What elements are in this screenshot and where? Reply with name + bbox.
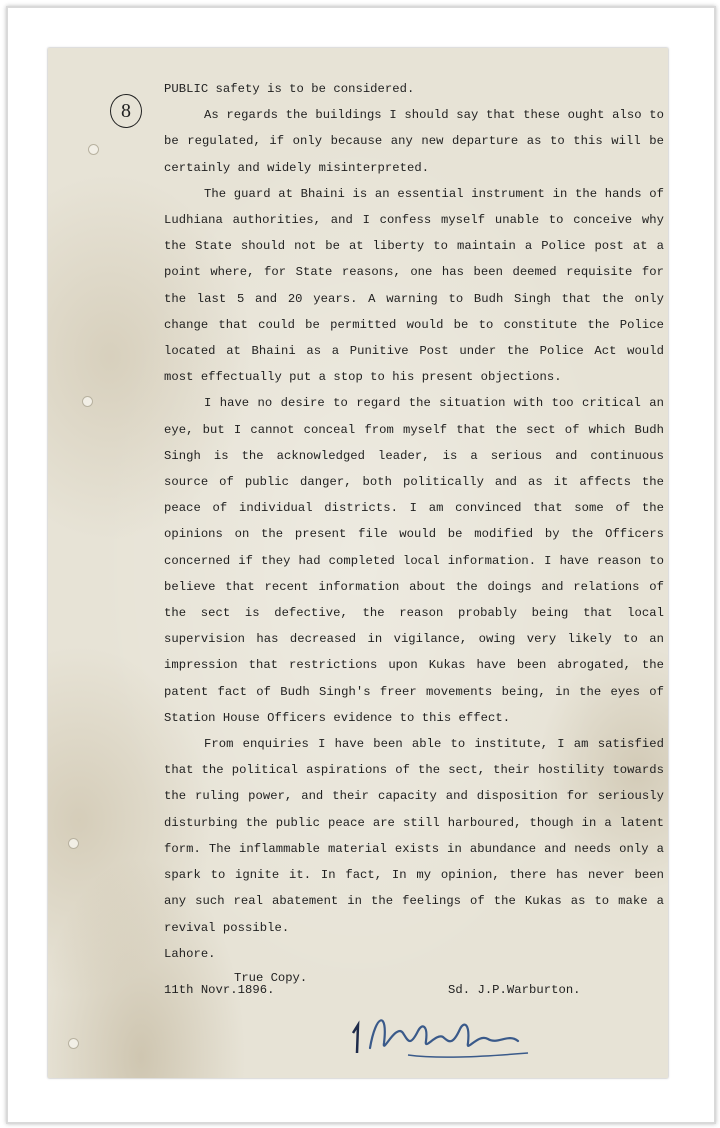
true-copy-label: True Copy. [234,971,308,985]
place: Lahore. [164,946,216,961]
paragraph: As regards the buildings I should say that these ought also to be regulated, if only because any new departure as to this will be certainly and widely misinterpreted. [164,108,664,175]
punch-hole [68,1038,79,1049]
paragraph: PUBLIC safety is to be considered. [164,82,415,96]
page-number: 8 [110,94,142,128]
punch-hole [88,144,99,155]
handwritten-signature-icon [348,1003,548,1063]
paragraph: The guard at Bhaini is an essential instrument in the hands of Ludhiana authorities, and I confess myself unable to conceive why the State should not be at liberty to maintain a Police post at a point where, for State reasons, one has been deemed requisite for the last 5 and 20 years. A warning to Budh Singh that the only change that could be permitted would be to constitute the Police located at Bhaini as a Punitive Post under the Police Act would most effectually put a stop to his present objections. [164,186,664,385]
signatory: Sd. J.P.Warburton. [448,982,581,997]
punch-hole [68,838,79,849]
paragraph: I have no desire to regard the situation with too critical an eye, but I cannot conceal from myself that the sect of which Budh Singh is the acknowledged leader, is a serious and continuous source of public danger, both politically and as it affects the peace of individual districts. I am convinced that some of the opinions on the present file would be modified by the Officers concerned if they had completed local information. I have reason to believe that recent information about the doings and relations of the sect is defective, the reason probably being that local supervision has decreased in vigilance, owing very likely to an impression that restrictions upon Kukas have been abrogated, the patent fact of Budh Singh's freer movements being, in the eyes of Station House Officers evidence to this effect. [164,396,664,725]
paragraph: From enquiries I have been able to institute, I am satisfied that the political aspirations of the sect, their hostility towards the ruling power, and their capacity and disposition for seriously disturbing the public peace are still harboured, though in a latent form. The inflammable material exists in abundance and needs only a spark to ignite it. In fact, In my opinion, there has never been any such real abatement in the feelings of the Kukas as to make a revival possible. [164,737,664,935]
document-page [48,48,668,1078]
punch-hole [82,396,93,407]
letter-date: 11th Novr.1896. [164,982,275,997]
letter-body [164,76,664,1007]
